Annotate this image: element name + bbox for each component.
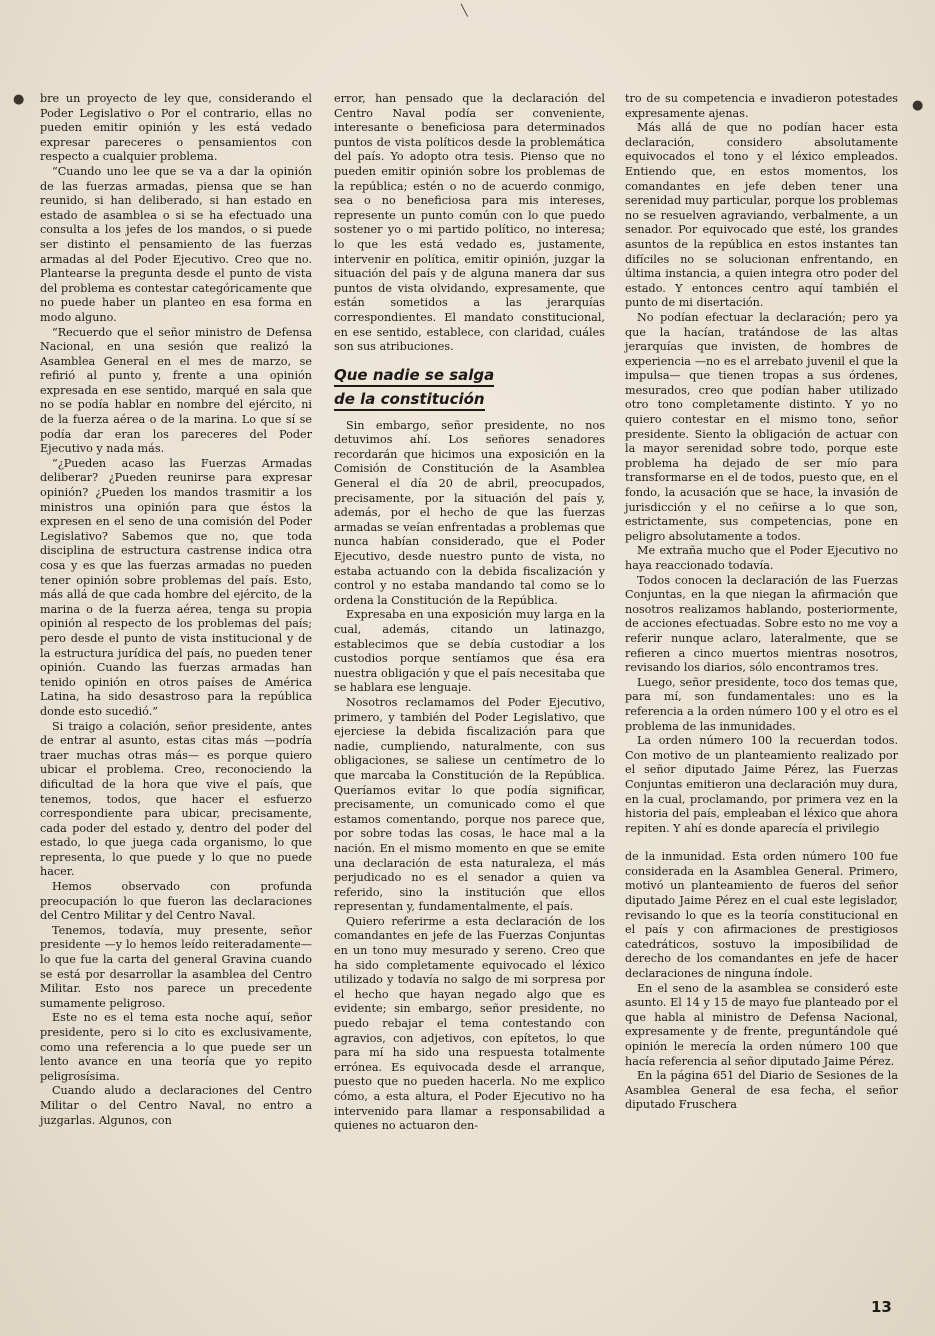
article-paragraph: Tenemos, todavía, muy presente, señor presidente —y lo hemos leído reiteradamente— lo que fue la carta del general Gravina cuando se está por desarrollar la asamblea del Centro Militar. Esto nos parece un precedente sumamente peligroso. — [40, 923, 312, 1010]
page-number: 13 — [871, 1298, 892, 1316]
article-paragraph: Hemos observado con profunda preocupación lo que fueron las declaraciones del Centro Militar y del Centro Naval. — [40, 880, 312, 923]
text-column-3 — [625, 92, 898, 1113]
article-paragraph: tro de su competencia e invadieron potestades expresamente ajenas. — [625, 92, 898, 120]
crease-mark: ╲ — [461, 4, 468, 17]
article-paragraph: bre un proyecto de ley que, considerando el Poder Legislativo o Por el contrario, ellas no pueden emitir opinión y les está vedado expresar pareceres o pensamientos con respecto a cualquier problema. — [40, 92, 312, 164]
article-paragraph: Cuando aludo a declaraciones del Centro Militar o del Centro Naval, no entro a juzgarlas. Algunos, con — [40, 1084, 312, 1127]
article-paragraph: de la inmunidad. Esta orden número 100 fue considerada en la Asamblea General. Primero, motivó un planteamiento de fueros del señor diputado Jaime Pérez en el cual este legislador, revisando lo que es la teoría constitucional en el país y con afirmaciones de prestigiosos catedráticos, sostuvo la imposibilidad de derecho de los comandantes en jefe de hacer declaraciones de ninguna índole. — [625, 850, 898, 981]
section-heading-text: Que nadie se salga — [334, 366, 494, 387]
column-marker-icon: ● — [13, 92, 25, 107]
article-paragraph: Sin embargo, señor presidente, no nos detuvimos ahí. Los señores senadores recordarán que hicimos una exposición en la Comisión de Constitución de la Asamblea General el día 20 de abril, preocupados, precisamente, por la situación del país y, además, por el hecho de que las fuerzas armadas se veían enfrentadas a problemas que nunca habían considerado, que el Poder Ejecutivo, desde nuestro punto de vista, no estaba actuando con la debida fiscalización y control y no estaba mandando tal como se lo ordena la Constitución de la República. — [334, 418, 605, 607]
article-paragraph: No podían efectuar la declaración; pero ya que la hacían, tratándose de las altas jerarquías que invisten, de hombres de experiencia —no es el arrebato juvenil el que la impulsa— que tienen tropas a sus órdenes, mesurados, creo que podían haber utilizado otro tono completamente distinto. Y yo no quiero contestar en el mismo tono, señor presidente. Siento la obligación de actuar con la mayor serenidad sobre todo, porque este problema ha dejado de ser mío para transformarse en el de todos, puesto que, en el fondo, la acusación que se hace, la invasión de jurisdicción y el no ceñirse a lo que son, estrictamente, sus competencias, pone en peligro absolutamente a todos. — [625, 310, 898, 543]
section-heading-text: de la constitución — [334, 390, 485, 411]
article-paragraph: En la página 651 del Diario de Sesiones de la Asamblea General de esa fecha, el señor diputado Fruschera — [625, 1069, 898, 1112]
article-paragraph: error, han pensado que la declaración del Centro Naval podía ser conveniente, interesante o beneficiosa para determinados puntos de vista políticos desde la problemática del país. Yo adopto otra tesis. Pienso que no pueden emitir opinión sobre los problemas de la república; estén o no de acuerdo conmigo, sea o no beneficiosa para mis intereses, represente un punto común con lo que puedo sostener yo o mi partido político, no interesa; lo que les está vedado es, justamente, intervenir en política, emitir opinión, juzgar la situación del país y de alguna manera dar sus puntos de vista olvidando, expresamente, que están sometidos a las jerarquías correspondientes. El mandato constitucional, en ese sentido, establece, con claridad, cuáles son sus atribuciones. — [334, 92, 605, 354]
article-paragraph: Este no es el tema esta noche aquí, señor presidente, pero si lo cito es exclusivamente, como una referencia a lo que puede ser un lento avance en una teoría que yo repito peligrosísima. — [40, 1011, 312, 1083]
article-paragraph: “Cuando uno lee que se va a dar la opinión de las fuerzas armadas, piensa que se han reunido, si han deliberado, si han estado en estado de asamblea o si se ha efectuado una consulta a los jefes de los mandos, o si puede ser distinto el pensamiento de las fuerzas armadas al del Poder Ejecutivo. Creo que no. Plantearse la pregunta desde el punto de vista del problema es contestar categóricamente que no puede haber un planteo en esa forma en modo alguno. — [40, 164, 312, 324]
article-paragraph: Quiero referirme a esta declaración de los comandantes en jefe de las Fuerzas Conjuntas en un tono muy mesurado y sereno. Creo que ha sido completamente equivocado el léxico utilizado y todavía no salgo de mi sorpresa por el hecho que hayan negado algo que es evidente; sin embargo, señor presidente, no puedo rebajar el tema contestando con agravios, con adjetivos, con epítetos, lo que para mí ha sido una respuesta totalmente errónea. Es equivocada desde el arranque, puesto que no pueden hacerla. No me explico cómo, a esta altura, el Poder Ejecutivo no ha intervenido para llamar a responsabilidad a quienes no actuaron den- — [334, 914, 605, 1133]
text-column-2 — [334, 92, 605, 1134]
article-paragraph: Todos conocen la declaración de las Fuerzas Conjuntas, en la que niegan la afirmación que nosotros realizamos hablando, posteriormente, de acciones efectuadas. Sobre esto no me voy a referir nunque aclaro, lateralmente, que se refieren a cinco muertos mientras nosotros, revisando los diarios, sólo encontramos tres. — [625, 573, 898, 675]
article-paragraph: En el seno de la asamblea se consideró este asunto. El 14 y 15 de mayo fue planteado por el que habla al ministro de Defensa Nacional, expresamente y de frente, preguntándole qué opinión le merecía la orden número 100 que hacía referencia al señor diputado Jaime Pérez. — [625, 981, 898, 1068]
article-paragraph: “¿Pueden acaso las Fuerzas Armadas deliberar? ¿Pueden reunirse para expresar opinión? ¿Pueden los mandos trasmitir a los ministros una opinión para que éstos la expresen en el seno de una comisión del Poder Legislativo? Sabemos que no, que toda disciplina de estructura castrense indica otra cosa y es que las fuerzas armadas no pueden tener opinión sobre problemas del país. Esto, más allá de que cada hombre del ejército, de la marina o de la fuerza aérea, tenga su propia opinión al respecto de los problemas del país; pero desde el punto de vista institucional y de la estructura jurídica del país, no pueden tener opinión. Cuando las fuerzas armadas han tenido opinión en otros países de América Latina, ha sido desastroso para la república donde esto sucedió.” — [40, 456, 312, 718]
article-paragraph: Expresaba en una exposición muy larga en la cual, además, citando un latinazgo, establecimos que se debía custodiar a los custodios porque sentíamos que ésa era nuestra obligación y que el país necesitaba que se hablara ese lenguaje. — [334, 608, 605, 695]
column-marker-icon: ● — [912, 98, 924, 113]
article-paragraph: “Recuerdo que el señor ministro de Defensa Nacional, en una sesión que realizó la Asamblea General en el mes de marzo, se refirió al punto y, frente a una opinión expresada en ese sentido, marqué en sala que no se podía hablar en nombre del ejército, ni de la fuerza aérea o de la marina. Lo que sí se podía dar eran los pareceres del Poder Ejecutivo y nada más. — [40, 325, 312, 456]
section-heading — [334, 365, 605, 385]
article-paragraph: Nosotros reclamamos del Poder Ejecutivo, primero, y también del Poder Legislativo, que ejerciese la debida fiscalización para que nadie, cumpliendo, naturalmente, con sus obligaciones, se saliese un centímetro de lo que marcaba la Constitución de la República. Queríamos evitar lo que podía significar, precisamente, un comunicado como el que estamos comentando, porque nos parece que, por sobre todas las cosas, le hace mal a la nación. En el mismo momento en que se emite una declaración de esta naturaleza, el más perjudicado no es el senador a quien va referido, sino la institución que ellos representan y, fundamentalmente, el país. — [334, 695, 605, 914]
article-paragraph: Si traigo a colación, señor presidente, antes de entrar al asunto, estas citas más —podría traer muchas otras más— es porque quiero ubicar el problema. Creo, reconociendo la dificultad de la hora que vive el país, que tenemos, todos, que hacer el esfuerzo correspondiente para ubicar, precisamente, cada poder del estado y, dentro del poder del estado, lo que juega cada organismo, lo que representa, lo que puede y lo que no puede hacer. — [40, 719, 312, 879]
column-gap — [625, 836, 898, 850]
section-heading — [334, 389, 605, 409]
text-column-1 — [40, 92, 312, 1128]
article-paragraph: Luego, señor presidente, toco dos temas que, para mí, son fundamentales: uno es la referencia a la orden número 100 y el otro es el problema de las inmunidades. — [625, 675, 898, 733]
article-paragraph: La orden número 100 la recuerdan todos. Con motivo de un planteamiento realizado por el señor diputado Jaime Pérez, las Fuerzas Conjuntas emitieron una declaración muy dura, en la cual, proclamando, por primera vez en la historia del país, empleaban el léxico que ahora repiten. Y ahí es donde aparecía el privilegio — [625, 734, 898, 835]
article-paragraph: Me extraña mucho que el Poder Ejecutivo no haya reaccionado todavía. — [625, 544, 898, 572]
article-paragraph: Más allá de que no podían hacer esta declaración, considero absolutamente equivocados el tono y el léxico empleados. Entiendo que, en estos momentos, los comandantes en jefe deben tener una serenidad muy particular, porque los problemas no se resuelven agraviando, verbalmente, a un senador. Por equivocado que esté, los grandes asuntos de la república en estos instantes tan difíciles no se solucionan enfrentando, en última instancia, a quien integra otro poder del estado. Y entonces centro aquí también el punto de mi disertación. — [625, 121, 898, 310]
